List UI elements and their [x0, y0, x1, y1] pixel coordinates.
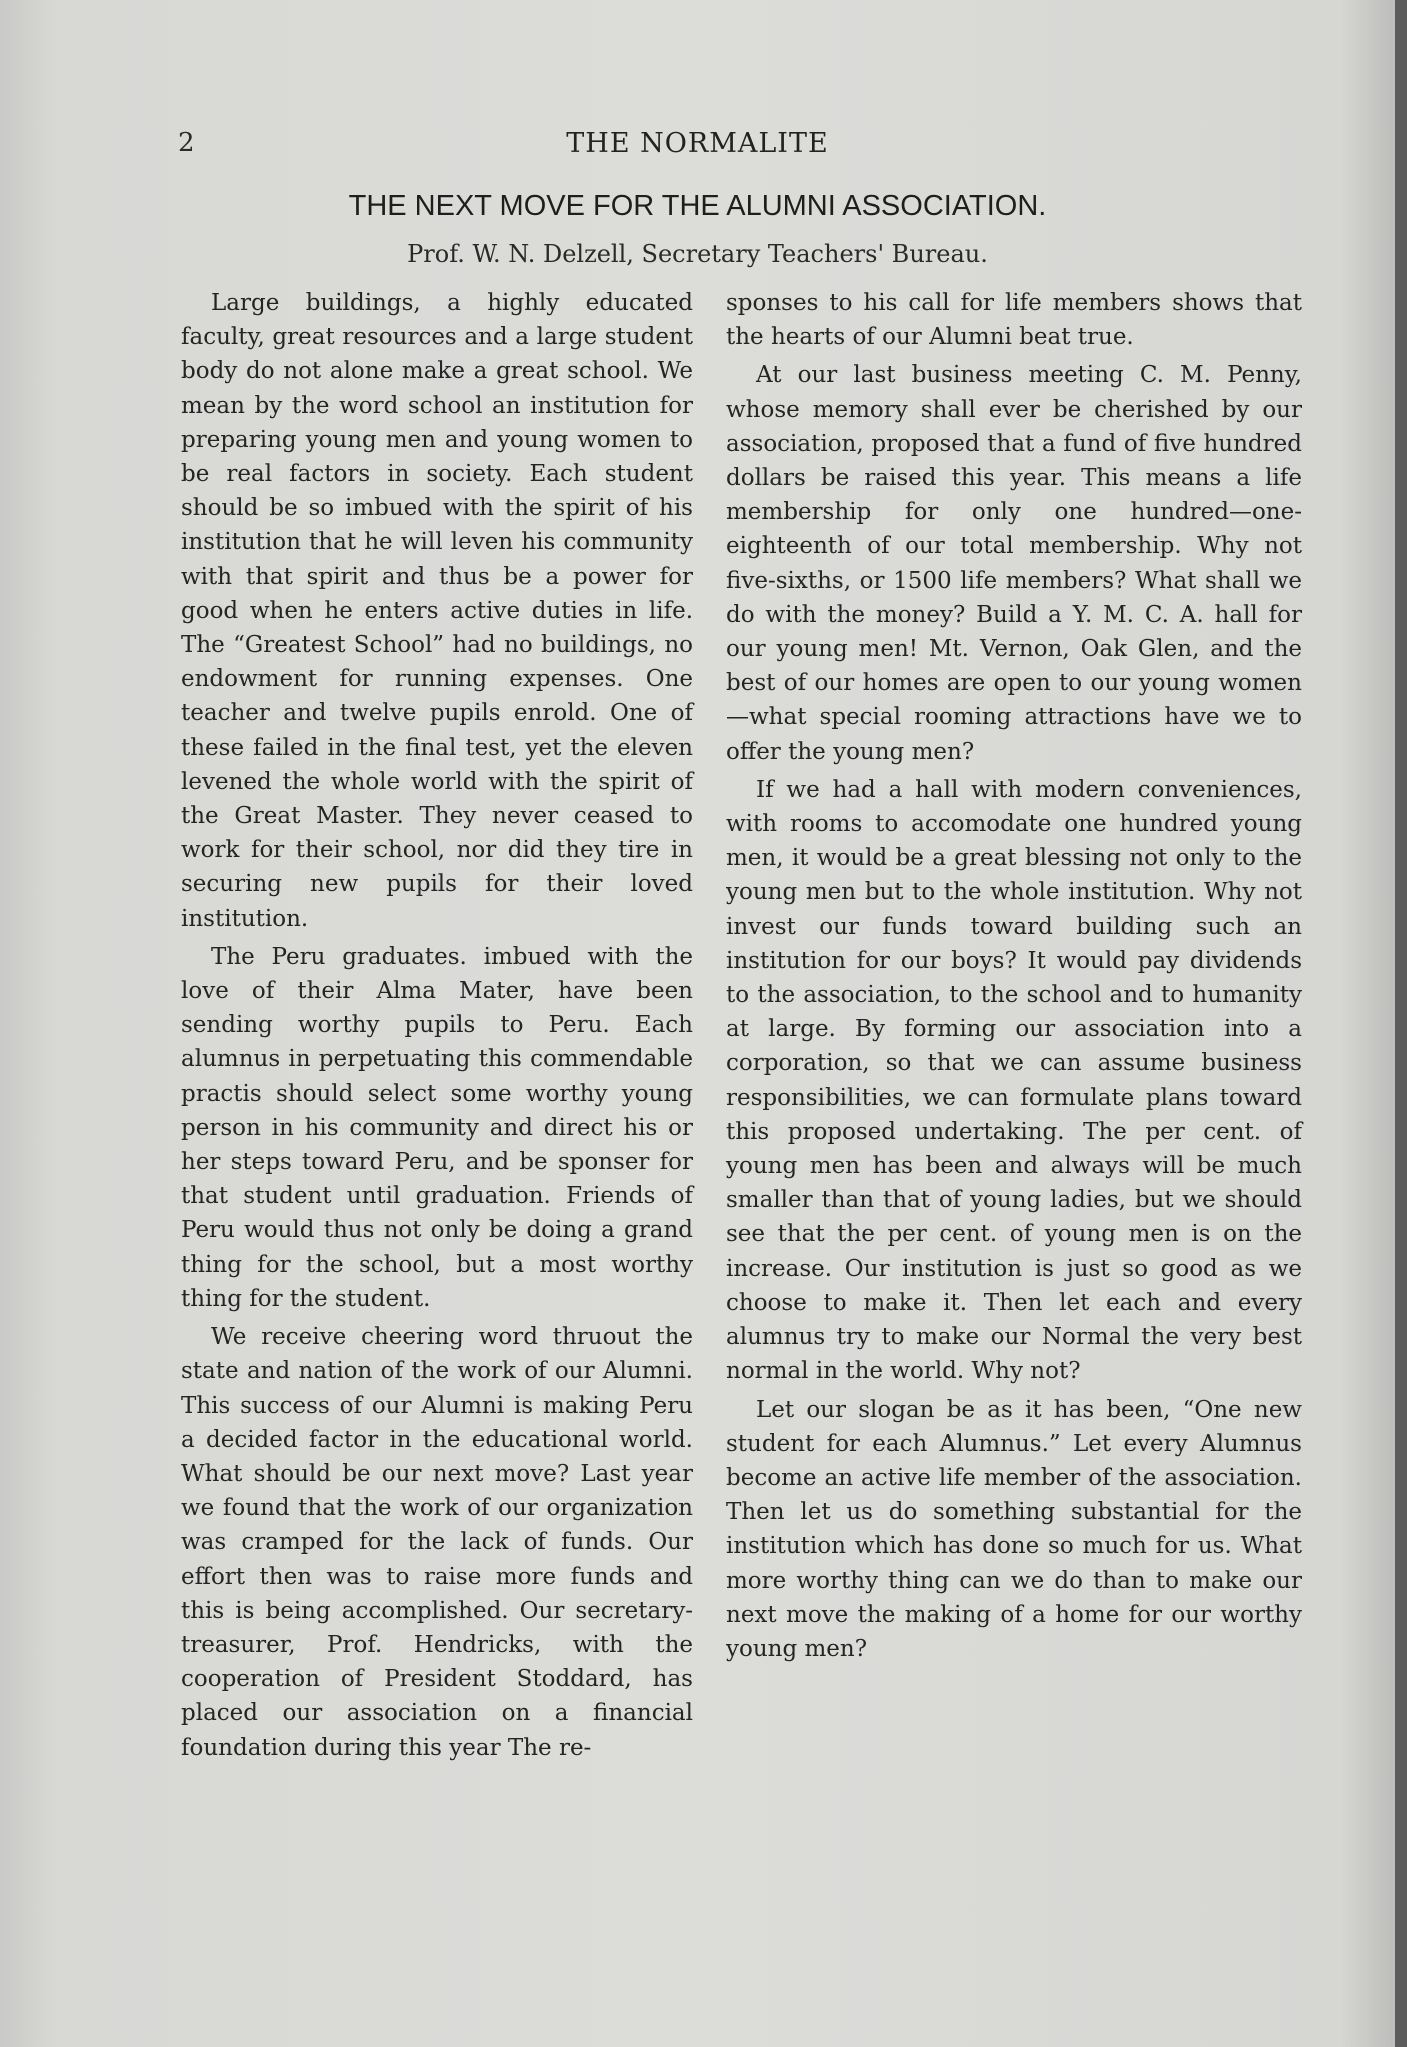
right-column — [726, 286, 1302, 1666]
paragraph: Large buildings, a highly educated faculty, great resources and a large student body do not alone make a great school. We mean by the word school an institution for preparing young men and young women to be real factors in society. Each student should be so imbued with the spirit of his institution that he will leven his community with that spirit and thus be a power for good when he enters active duties in life. The “Greatest School” had no buildings, no endowment for running expenses. One teacher and twelve pupils enrold. One of these failed in the final test, yet the eleven levened the whole world with the spirit of the Great Master. They never ceased to work for their school, nor did they tire in securing new pupils for their loved institution. — [181, 290, 693, 932]
paragraph: The Peru graduates. imbued with the love of their Alma Mater, have been sending worthy pupils to Peru. Each alumnus in perpetuating this commendable practis should select some worthy young person in his community and direct his or her steps toward Peru, and be sponser for that student until graduation. Friends of Peru would thus not only be doing a grand thing for the school, but a most worthy thing for the student. — [181, 943, 693, 1312]
paragraph-continued: sponses to his call for life members shows that the hearts of our Alumni beat true. — [726, 290, 1302, 351]
left-column — [181, 286, 693, 1765]
article-title: THE NEXT MOVE FOR THE ALUMNI ASSOCIATION. — [348, 190, 1047, 222]
paragraph: If we had a hall with modern conveniences, with rooms to accomodate one hundred young men, it would be a great blessing not only to the young men but to the whole institution. Why not invest our funds toward building such an institution for our boys? It would pay dividends to the association, to the school and to humanity at large. By forming our association into a corporation, so that we can assume business responsibilities, we can formulate plans toward this proposed undertaking. The per cent. of young men has been and always will be much smaller than that of young ladies, but we should see that the per cent. of young men is on the increase. Our institution is just so good as we choose to make it. Then let each and every alumnus try to make our Normal the very best normal in the world. Why not? — [726, 776, 1302, 1385]
page-number: 2 — [178, 128, 195, 158]
paragraph: At our last business meeting C. M. Penny, whose memory shall ever be cherished by our association, proposed that a fund of five hundred dollars be raised this year. This means a life membership for only one hundred—one-eighteenth of our total membership. Why not five-sixths, or 1500 life members? What shall we do with the money? Build a Y. M. C. A. hall for our young men! Mt. Vernon, Oak Glen, and the best of our homes are open to our young women—what special rooming attractions have we to offer the young men? — [726, 362, 1302, 765]
running-head: THE NORMALITE — [566, 128, 829, 159]
article-byline: Prof. W. N. Delzell, Secretary Teachers' Bureau. — [407, 240, 988, 268]
paragraph: We receive cheering word thruout the state and nation of the work of our Alumni. This success of our Alumni is making Peru a decided factor in the educational world. What should be our next move? Last year we found that the work of our organization was cramped for the lack of funds. Our effort then was to raise more funds and this is being accomplished. Our secretary-treasurer, Prof. Hendricks, with the cooperation of President Stoddard, has placed our association on a financial foundation during this year The re- — [181, 1324, 693, 1761]
paragraph: Let our slogan be as it has been, “One new student for each Alumnus.” Let every Alumnus become an active life member of the association. Then let us do something substantial for the institution which has done so much for us. What more worthy thing can we do than to make our next move the making of a home for our worthy young men? — [726, 1396, 1302, 1662]
